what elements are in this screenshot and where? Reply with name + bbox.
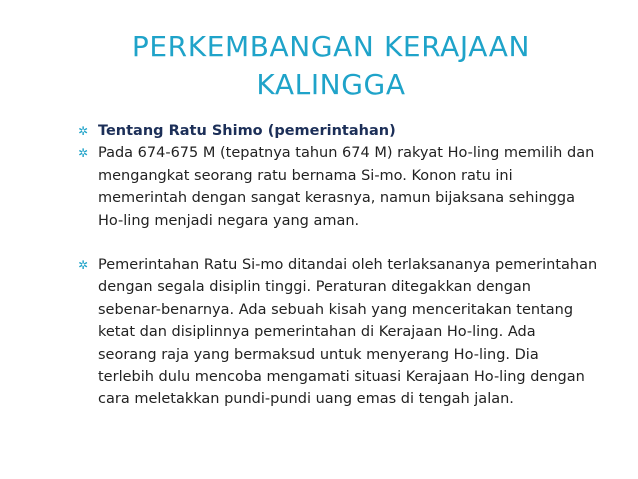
bullet-item-ratu-shimo (78, 120, 598, 142)
slide-title-line-2: KALINGGA (256, 68, 406, 101)
bullet-item-pemerintahan (78, 254, 598, 411)
bullet-text-pada-674: Pada 674-675 M (tepatnya tahun 674 M) rakyat Ho-ling memilih dan mengangkat seorang ratu bernama Si-mo. Konon ratu ini memerintah dengan sangat kerasnya, namun bijaksana sehingga Ho-ling menjadi negara yang aman. (98, 145, 595, 229)
slide-title-line-1: PERKEMBANGAN KERAJAAN (131, 30, 531, 63)
bullet-text-ratu-shimo: Tentang Ratu Shimo (pemerintahan) (98, 123, 396, 139)
asterisk-bullet-icon: ✲ (78, 258, 89, 273)
bullet-text-pemerintahan: Pemerintahan Ratu Si-mo ditandai oleh terlaksananya pemerintahan dengan segala disiplin tinggi. Peraturan ditegakkan dengan sebenar-benarnya. Ada sebuah kisah yang menceritakan tentang ketat dan disiplinnya pemerintahan di Kerajaan Ho-ling. Ada seorang raja yang bermaksud untuk menyerang Ho-ling. Dia terlebih dulu mencoba mengamati situasi Kerajaan Ho-ling dengan cara meletakkan pundi-pundi uang emas di tengah jalan. (98, 257, 598, 408)
slide-content (78, 120, 598, 411)
paragraph-gap (78, 232, 598, 254)
asterisk-bullet-icon: ✲ (78, 146, 89, 161)
bullet-item-pada-674 (78, 142, 598, 232)
asterisk-bullet-icon: ✲ (78, 124, 89, 138)
slide-title (96, 28, 566, 104)
